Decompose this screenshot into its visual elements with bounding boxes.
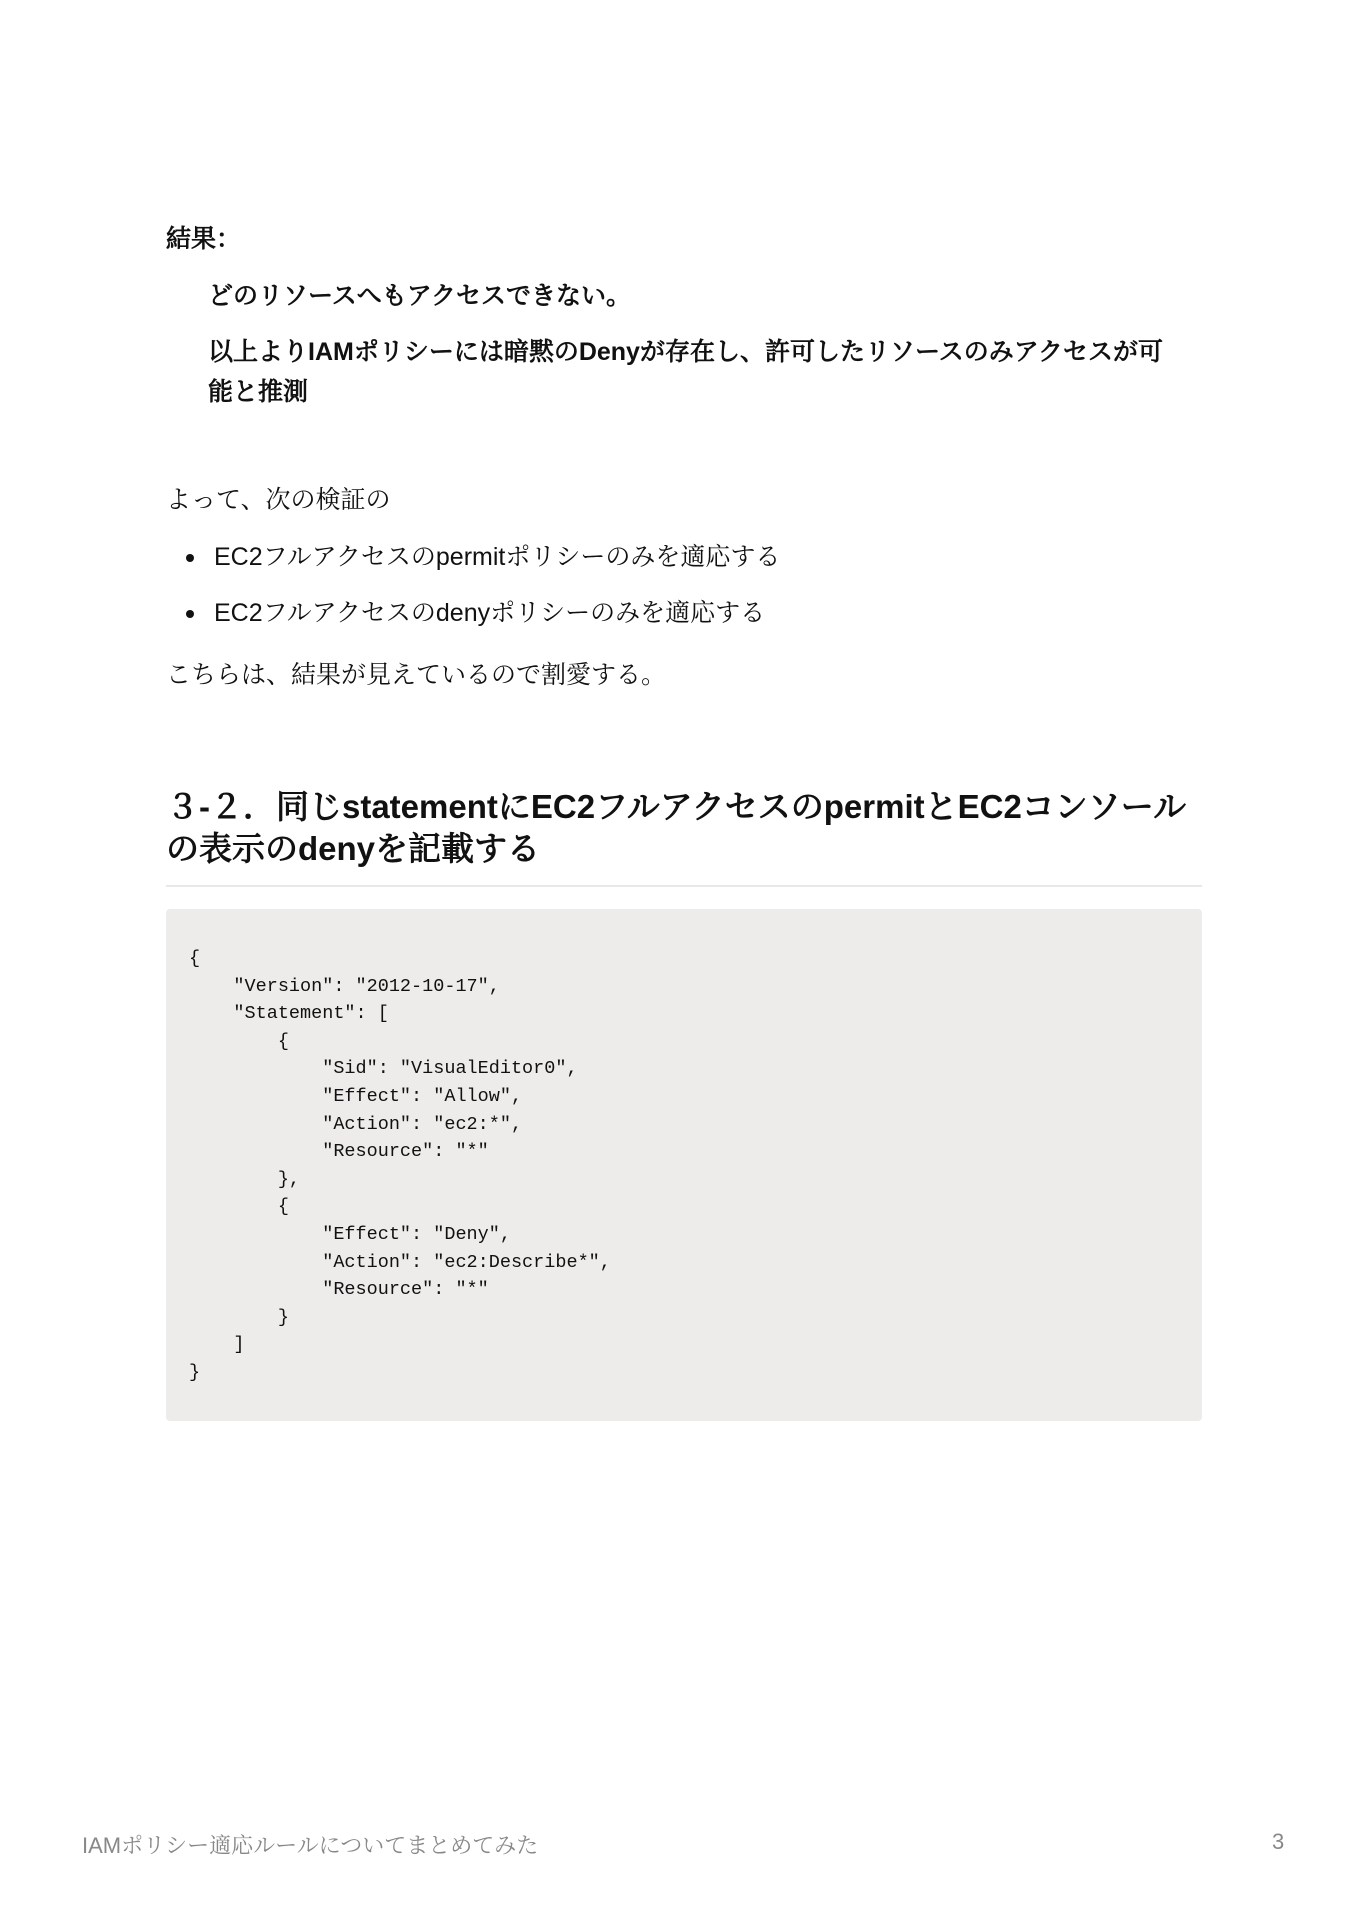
verification-list	[166, 540, 780, 652]
footer-title: IAMポリシー適応ルールについてまとめてみた	[82, 1833, 539, 1858]
code-block	[166, 909, 1202, 1421]
result-line-no-access: どのリソースへもアクセスできない。	[208, 282, 632, 310]
code-content: { "Version": "2012-10-17", "Statement": [ { "Sid": "VisualEditor0", "Effect": "Allow", "Action": "ec2:*", "Resource": "*" }, { "Effect": "Deny", "Action": "ec2:Describe*", "Resource": "*" } ] }	[189, 948, 611, 1383]
bullet-icon	[186, 610, 194, 618]
list-item	[166, 540, 780, 574]
bullet-icon	[186, 554, 194, 562]
heading-divider	[166, 885, 1202, 887]
list-item-text: EC2フルアクセスのdenyポリシーのみを適応する	[214, 599, 766, 627]
intro-paragraph: よって、次の検証の	[166, 486, 391, 514]
section-heading: ３-２．同じstatementにEC2フルアクセスのpermitとEC2コンソールの表示のdenyを記載する	[166, 788, 1187, 867]
page-number: 3	[1272, 1829, 1285, 1854]
result-line-implicit-deny: 以上よりIAMポリシーには暗黙のDenyが存在し、許可したリソースのみアクセスが可能と推測	[208, 338, 1163, 406]
list-item	[166, 596, 780, 630]
list-item-text: EC2フルアクセスのpermitポリシーのみを適応する	[214, 543, 781, 571]
conclusion-paragraph: こちらは、結果が見えているので割愛する。	[166, 661, 667, 689]
result-label: 結果：	[166, 225, 242, 253]
result-block	[208, 276, 1168, 428]
